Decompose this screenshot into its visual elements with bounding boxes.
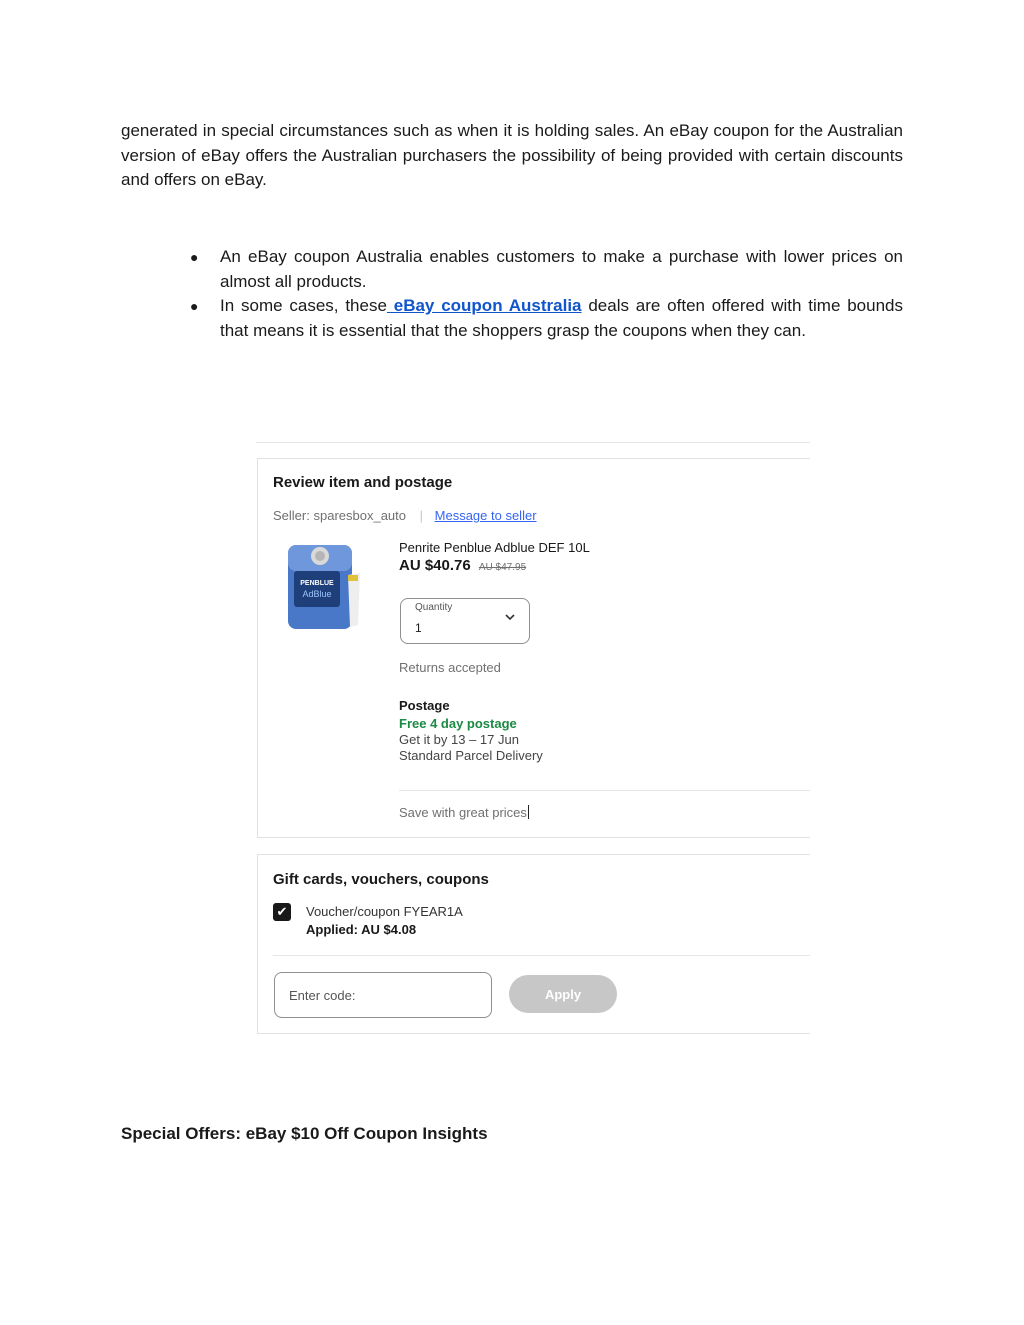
bottle-brand-text: PENBLUE	[300, 580, 334, 587]
save-text: Save with great prices	[399, 805, 527, 820]
bullet-text-before: In some cases, these	[220, 296, 387, 315]
spout-tip	[348, 575, 358, 581]
screenshot-top-divider	[256, 442, 810, 443]
product-price-row	[399, 557, 526, 574]
chevron-down-icon	[505, 613, 515, 621]
quantity-label: Quantity	[415, 602, 453, 613]
seller-row	[273, 508, 537, 523]
quantity-value: 1	[415, 621, 422, 635]
gift-cards-card	[257, 854, 810, 1034]
product-old-price: AU $47.95	[478, 562, 527, 573]
quantity-select[interactable]	[400, 598, 530, 644]
bullet-text: An eBay coupon Australia enables customers to make a purchase with lower prices on almost all products.	[220, 247, 903, 291]
delivery-date: Get it by 13 – 17 Jun	[399, 732, 519, 747]
bullet-item	[186, 294, 903, 343]
voucher-code: Voucher/coupon FYEAR1A	[306, 904, 463, 919]
review-item-card	[257, 458, 810, 838]
checkmark-icon: ✔	[276, 904, 288, 919]
product-image	[286, 537, 366, 633]
voucher-checkbox[interactable]	[273, 903, 291, 921]
apply-button[interactable]: Apply	[509, 975, 617, 1013]
gift-divider	[273, 955, 810, 956]
review-divider	[399, 790, 810, 791]
bullet-text-after: deals are often offered with time bounds that means it is essential that the shoppers grasp the coupons when they can.	[220, 296, 903, 340]
bullet-icon: ●	[190, 298, 199, 314]
checkout-screenshot	[256, 440, 810, 1036]
text-cursor	[528, 805, 529, 819]
seller-separator: |	[419, 508, 424, 523]
ebay-coupon-australia-link[interactable]: eBay coupon Australia	[386, 296, 582, 315]
seller-name: sparesbox_auto	[313, 508, 406, 523]
bottle-adblue-text: AdBlue	[302, 589, 332, 599]
spout-hose	[348, 573, 360, 627]
free-postage-text: Free 4 day postage	[399, 716, 517, 731]
gift-cards-title: Gift cards, vouchers, coupons	[273, 871, 489, 888]
product-title[interactable]: Penrite Penblue Adblue DEF 10L	[399, 540, 590, 555]
enter-code-input[interactable]	[274, 972, 492, 1018]
review-title: Review item and postage	[273, 474, 453, 491]
bullet-icon: ●	[190, 249, 199, 265]
section-heading: Special Offers: eBay $10 Off Coupon Insights	[121, 1124, 488, 1143]
seller-label: Seller:	[273, 508, 310, 523]
postage-heading: Postage	[399, 698, 450, 713]
delivery-service: Standard Parcel Delivery	[399, 748, 543, 763]
message-to-seller-link[interactable]: Message to seller	[434, 508, 537, 523]
save-with-great-prices[interactable]	[399, 805, 529, 820]
intro-paragraph: generated in special circumstances such as when it is holding sales. An eBay coupon for the Australian version of eBay offers the Australian purchasers the possibility of being provided with certain discounts and offers on eBay.	[121, 121, 903, 189]
product-price: AU $40.76	[399, 557, 471, 574]
returns-policy: Returns accepted	[399, 660, 501, 675]
bullet-list	[186, 245, 903, 343]
voucher-applied-amount: Applied: AU $4.08	[306, 922, 417, 937]
bullet-item	[186, 245, 903, 294]
bottle-cap-inner	[315, 551, 325, 561]
